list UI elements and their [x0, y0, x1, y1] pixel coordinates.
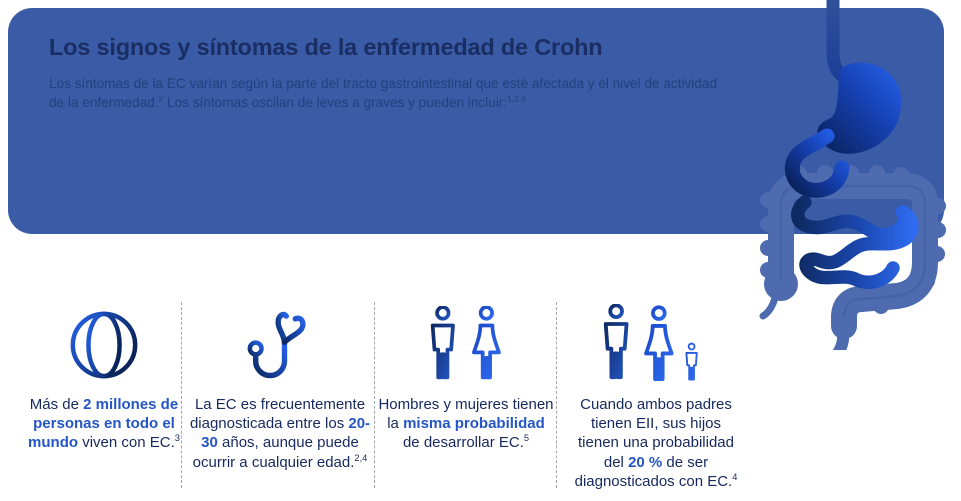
rectum-shape	[838, 324, 844, 350]
header-banner	[8, 8, 944, 234]
divider	[556, 302, 557, 488]
stat-card-heredity	[570, 298, 742, 491]
family-icon	[600, 304, 712, 382]
stethoscope-icon	[244, 306, 316, 382]
divider	[181, 302, 182, 488]
divider	[374, 302, 375, 488]
stat-card-gender	[378, 298, 554, 453]
globe-icon	[67, 308, 141, 382]
stat-text: Más de 2 millones de personas en todo el mundo viven con EC.$^3$	[28, 396, 180, 452]
page-title: Los signos y síntomas de la enfermedad de Crohn	[49, 34, 603, 60]
stat-text: Hombres y mujeres tienen la misma probabilidad de desarrollar EC.$^5$	[378, 396, 554, 452]
appendix-shape	[763, 298, 775, 316]
stat-card-diagnosis-age	[186, 298, 374, 472]
stat-card-prevalence	[28, 298, 180, 453]
header-subtitle: Los síntomas de la EC varían según la parte del tracto gastrointestinal que esté afectada y el nivel de actividad de la enfermedad.$^2$ Los síntomas oscilan de leves a graves y pueden incluir:$^{1,2,6}$	[49, 76, 717, 111]
man-woman-icon	[426, 306, 506, 382]
stat-text: Cuando ambos padres tienen EII, sus hijos tienen una probabilidad del 20 % de ser diagnosticados con EC.$^4$	[574, 396, 738, 490]
stat-text: La EC es frecuentemente diagnosticada entre los 20-30 años, aunque puede ocurrir a cualquier edad.$^{2,4}$	[189, 396, 371, 471]
